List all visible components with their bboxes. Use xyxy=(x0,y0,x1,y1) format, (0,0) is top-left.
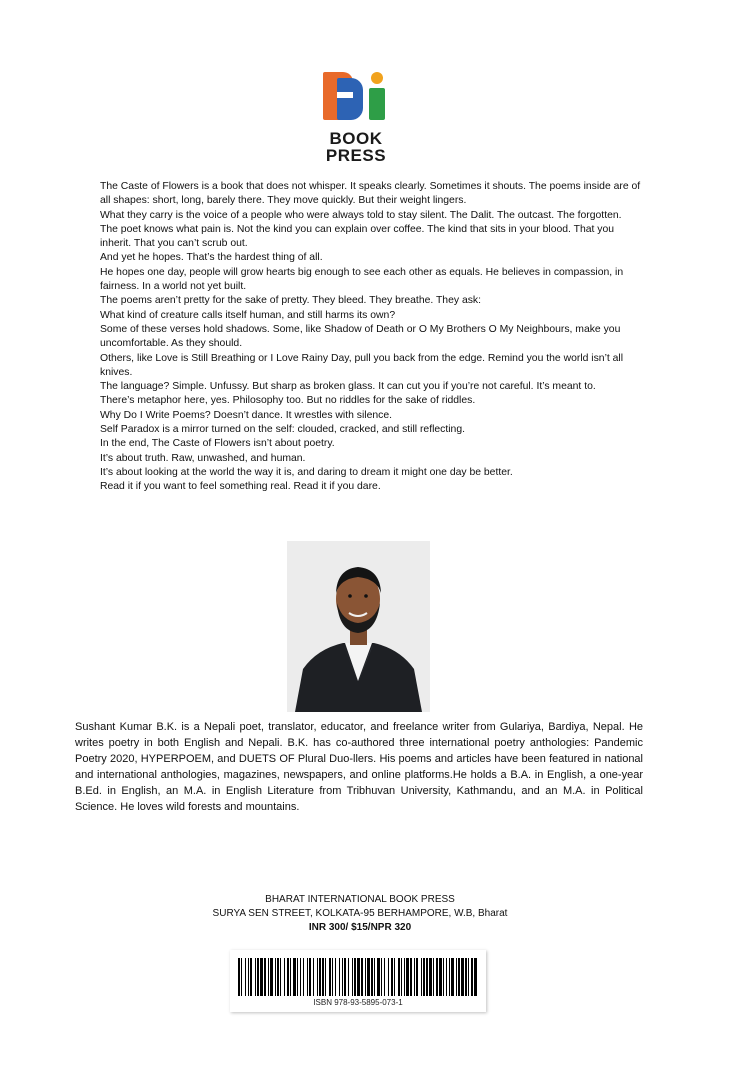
blurb-paragraph: What kind of creature calls itself human, and still harms its own? xyxy=(100,309,396,321)
blurb-paragraph: The poems aren’t pretty for the sake of pretty. They bleed. They breathe. They ask: xyxy=(100,295,482,307)
author-portrait-icon xyxy=(287,541,430,712)
blurb-paragraph: Read it if you want to feel something real. Read it if you dare. xyxy=(100,481,381,493)
publisher-address: SURYA SEN STREET, KOLKATA-95 BERHAMPORE, W.B, Bharat xyxy=(212,908,508,919)
blurb-paragraph: The Caste of Flowers is a book that does not whisper. It speaks clearly. Sometimes it shouts. The poems inside are of all shapes: short, long, barely there. They move quickly. But their weight lingers. xyxy=(100,181,641,207)
blurb-paragraph: He hopes one day, people will grow hearts big enough to see each other as equals. He believes in compassion, in fairness. In a world not yet built. xyxy=(100,266,624,293)
blurb-paragraph: Others, like Love is Still Breathing or I Love Rainy Day, pull you back from the edge. Remind you the world isn’t all knives. xyxy=(100,352,624,378)
blurb-paragraph: Some of these verses hold shadows. Some, like Shadow of Death or O My Brothers O My Neighbours, make you uncomfortable. As they should. xyxy=(100,323,621,350)
blurb-paragraph: The language? Simple. Unfussy. But sharp as broken glass. It can cut you if you’re not careful. It’s meant to. xyxy=(100,381,596,393)
blurb-paragraph: There’s metaphor here, yes. Philosophy too. But no riddles for the sake of riddles. xyxy=(100,395,476,407)
book-blurb xyxy=(100,180,648,495)
blurb-paragraph: And yet he hopes. That’s the hardest thing of all. xyxy=(100,252,323,264)
bi-logo-icon xyxy=(323,72,389,124)
barcode-sticker xyxy=(230,950,486,1012)
blurb-paragraph: Why Do I Write Poems? Doesn’t dance. It wrestles with silence. xyxy=(100,409,393,421)
publisher-logo xyxy=(320,72,392,172)
logo-line-1: BOOK xyxy=(329,129,383,148)
blurb-paragraph: What they carry is the voice of a people who were always told to stay silent. The Dalit. The outcast. The forgotten. xyxy=(100,209,622,221)
author-bio: Sushant Kumar B.K. is a Nepali poet, translator, educator, and freelance writer from Gulariya, Bardiya, Nepal. He writes poetry in both English and Nepali. B.K. has co-authored three international poetry anthologies: Pandemic Poetry 2020, HYPERPOEM, and DUETS OF Plural Duo-llers. His poems and articles have been featured in national and international anthologies, magazines, newspapers, and online platforms.He holds a B.A. in English, a one-year B.Ed. in English, an M.A. in English Literature from Tribhuvan University, Kathmandu, and an M.A. in Political Science. He loves wild forests and mountains. xyxy=(75,721,643,813)
publisher-info xyxy=(150,893,570,935)
blurb-paragraph: In the end, The Caste of Flowers isn’t about poetry. xyxy=(100,438,335,450)
barcode-icon xyxy=(236,958,480,996)
logo-wordmark xyxy=(320,130,392,164)
blurb-paragraph: Self Paradox is a mirror turned on the self: clouded, cracked, and still reflecting. xyxy=(100,424,466,436)
isbn-number: ISBN 978-93-5895-073-1 xyxy=(313,998,403,1007)
publisher-name: BHARAT INTERNATIONAL BOOK PRESS xyxy=(265,894,455,905)
book-price: INR 300/ $15/NPR 320 xyxy=(308,922,412,933)
blurb-paragraph: The poet knows what pain is. Not the kind you can explain over coffee. The kind that sits in your blood. That you inherit. That you can’t scrub out. xyxy=(100,223,615,250)
blurb-paragraph: It’s about looking at the world the way it is, and daring to dream it might one day be better. xyxy=(100,466,513,478)
blurb-paragraph: It’s about truth. Raw, unwashed, and human. xyxy=(100,452,306,464)
author-photo xyxy=(287,541,430,712)
logo-line-2: PRESS xyxy=(325,146,387,165)
